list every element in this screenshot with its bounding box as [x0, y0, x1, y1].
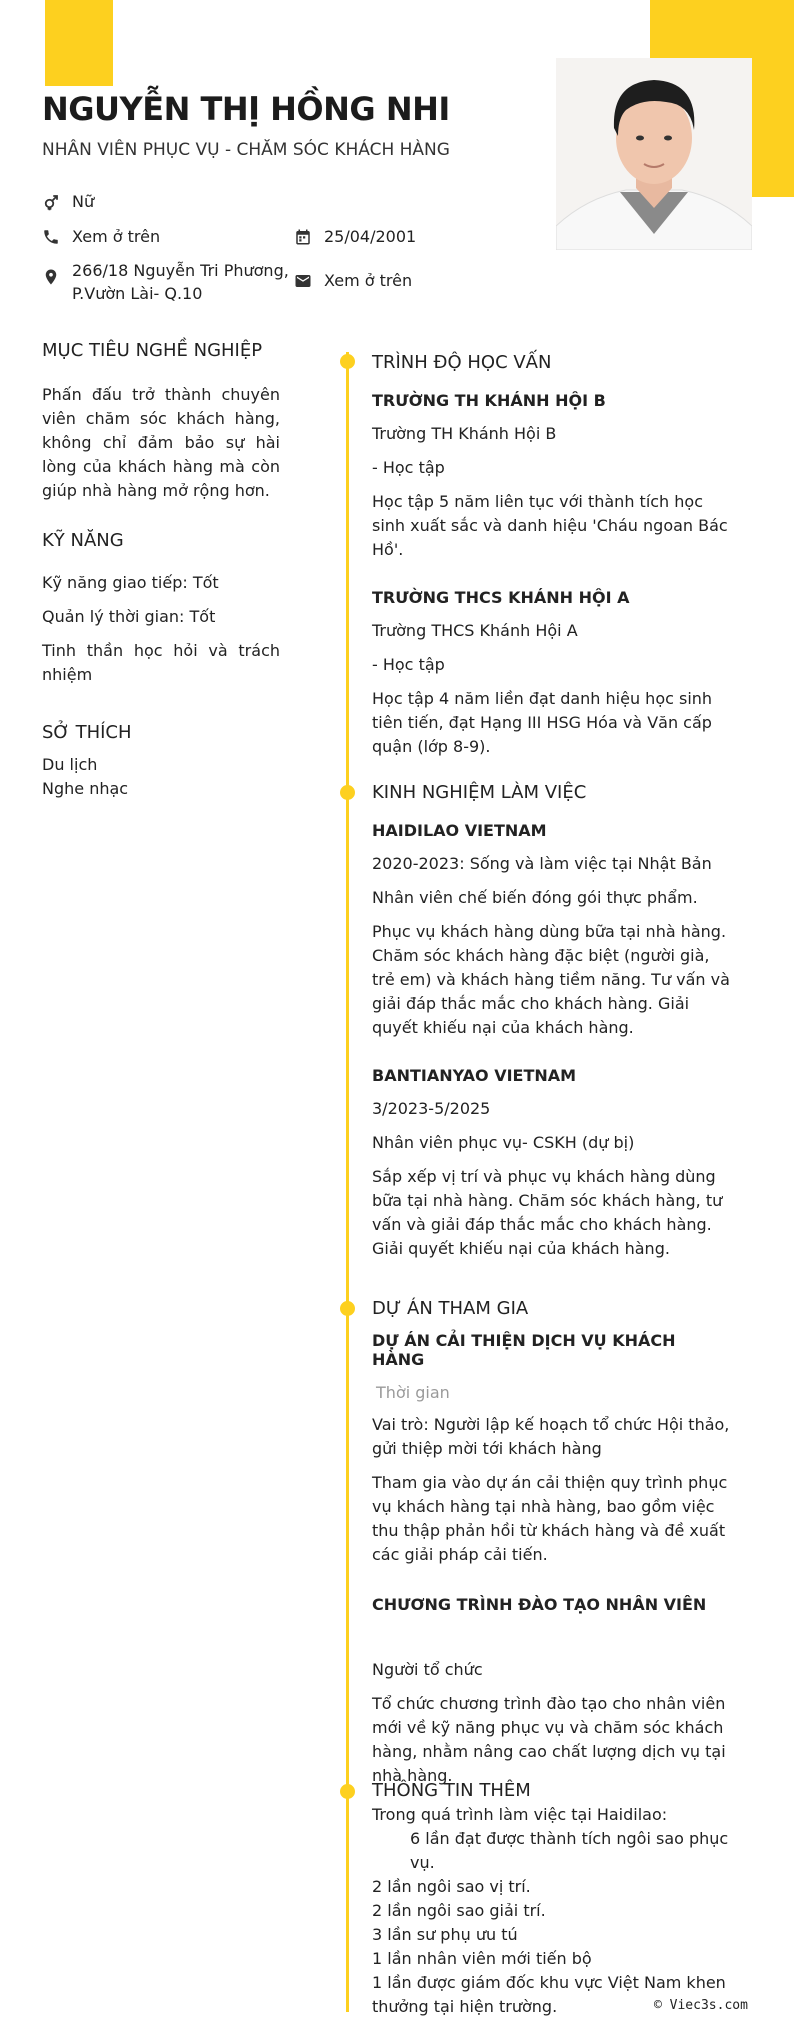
school-desc: Học tập 5 năm liên tục với thành tích học sinh xuất sắc và danh hiệu 'Cháu ngoan Bác Hồ'. — [372, 492, 728, 559]
project-desc: Tổ chức chương trình đào tạo cho nhân viên mới về kỹ năng phục vụ và chăm sóc khách hàng, nhằm nâng cao chất lượng dịch vụ tại nhà hàng. — [372, 1694, 726, 1785]
additional-item: 3 lần sư phụ ưu tú — [372, 1925, 518, 1944]
school-role: - Học tập — [372, 655, 445, 674]
additional-item: 1 lần nhân viên mới tiến bộ — [372, 1949, 592, 1968]
candidate-name: NGUYỄN THỊ HỒNG NHI — [42, 90, 450, 128]
projects-section — [372, 1298, 732, 1788]
school-name: Trường TH Khánh Hội B — [372, 424, 557, 443]
skill-item: Quản lý thời gian: Tốt — [42, 607, 216, 626]
skill-item: Kỹ năng giao tiếp: Tốt — [42, 573, 219, 592]
additional-item: 2 lần ngôi sao vị trí. — [372, 1877, 531, 1896]
education-heading: TRÌNH ĐỘ HỌC VẤN — [372, 352, 552, 373]
calendar-icon — [294, 225, 324, 246]
additional-highlight: 6 lần đạt được thành tích ngôi sao phục vụ. — [410, 1829, 729, 1872]
address-line-2: P.Vườn Lài- Q.10 — [72, 284, 203, 303]
education-section — [372, 352, 732, 759]
experience-heading: KINH NGHIỆM LÀM VIỆC — [372, 782, 587, 803]
company-name: BANTIANYAO VIETNAM — [372, 1066, 577, 1085]
profile-photo — [556, 58, 752, 250]
contact-birthday — [294, 225, 416, 248]
work-period: 2020-2023: Sống và làm việc tại Nhật Bản — [372, 854, 712, 873]
timeline-dot — [340, 354, 355, 369]
phone-icon — [42, 225, 72, 246]
work-role: Nhân viên phục vụ- CSKH (dự bị) — [372, 1133, 635, 1152]
contact-address — [42, 259, 289, 305]
work-desc: Sắp xếp vị trí và phục vụ khách hàng dùng bữa tại nhà hàng. Chăm sóc khách hàng, tư vấn và giải đáp thắc mắc cho khách hàng. Giải quyết khiếu nại của khách hàng. — [372, 1167, 723, 1258]
envelope-icon — [294, 269, 324, 290]
project-role: Người tổ chức — [372, 1660, 483, 1679]
work-role: Nhân viên chế biến đóng gói thực phẩm. — [372, 888, 698, 907]
additional-item: 2 lần ngôi sao giải trí. — [372, 1901, 546, 1920]
contact-email — [294, 269, 412, 292]
work-desc: Phục vụ khách hàng dùng bữa tại nhà hàng. Chăm sóc khách hàng đặc biệt (người già, trẻ em) và khách hàng tiềm năng. Tư vấn và giải đáp thắc mắc cho khách hàng. Giải quyết khiếu nại của khách hàng. — [372, 922, 730, 1037]
additional-section — [372, 1780, 732, 2019]
hobbies-heading: SỞ THÍCH — [42, 722, 132, 743]
timeline-dot — [340, 1784, 355, 1799]
objective-section — [42, 340, 280, 503]
location-pin-icon — [42, 259, 72, 286]
hobby-item: Du lịch — [42, 755, 98, 774]
additional-item: 1 lần được giám đốc khu vực Việt Nam khen thưởng tại hiện trường. — [372, 1973, 726, 2016]
timeline-line — [346, 352, 349, 2012]
project-title: DỰ ÁN CẢI THIỆN DỊCH VỤ KHÁCH HÀNG — [372, 1331, 676, 1369]
footer-credit: © Viec3s.com — [654, 1998, 748, 2013]
hobby-item: Nghe nhạc — [42, 779, 129, 798]
project-role: Vai trò: Người lập kế hoạch tổ chức Hội thảo, gửi thiệp mời tới khách hàng — [372, 1415, 730, 1458]
experience-section — [372, 782, 732, 1261]
school-name: Trường THCS Khánh Hội A — [372, 621, 578, 640]
additional-intro: Trong quá trình làm việc tại Haidilao: — [372, 1805, 668, 1824]
skills-heading: KỸ NĂNG — [42, 530, 124, 551]
work-period: 3/2023-5/2025 — [372, 1099, 491, 1118]
timeline-dot — [340, 1301, 355, 1316]
gender-value: Nữ — [72, 192, 95, 211]
project-desc: Tham gia vào dự án cải thiện quy trình phục vụ khách hàng tại nhà hàng, bao gồm việc thu thập phản hồi từ khách hàng và đề xuất các giải pháp cải tiến. — [372, 1473, 728, 1564]
skill-item: Tinh thần học hỏi và trách nhiệm — [42, 641, 280, 684]
school-title: TRƯỜNG TH KHÁNH HỘI B — [372, 391, 606, 410]
objective-heading: MỤC TIÊU NGHỀ NGHIỆP — [42, 340, 263, 361]
school-desc: Học tập 4 năm liền đạt danh hiệu học sinh tiên tiến, đạt Hạng III HSG Hóa và Văn cấp quận (lớp 8-9). — [372, 689, 713, 756]
project-time: Thời gian — [376, 1383, 450, 1402]
contact-phone — [42, 225, 160, 248]
project-title: CHƯƠNG TRÌNH ĐÀO TẠO NHÂN VIÊN — [372, 1595, 707, 1614]
company-name: HAIDILAO VIETNAM — [372, 821, 547, 840]
school-role: - Học tập — [372, 458, 445, 477]
objective-text: Phấn đấu trở thành chuyên viên chăm sóc khách hàng, không chỉ đảm bảo sự hài lòng của khách hàng mà còn giúp nhà hàng mở rộng hơn. — [42, 385, 280, 500]
birthday-value: 25/04/2001 — [324, 227, 417, 246]
school-title: TRƯỜNG THCS KHÁNH HỘI A — [372, 588, 630, 607]
timeline-dot — [340, 785, 355, 800]
address-line-1: 266/18 Nguyễn Tri Phương, — [72, 261, 289, 280]
phone-value: Xem ở trên — [72, 227, 161, 246]
job-title: NHÂN VIÊN PHỤC VỤ - CHĂM SÓC KHÁCH HÀNG — [42, 140, 450, 160]
decor-block-left — [45, 0, 113, 86]
contact-gender — [42, 190, 94, 213]
additional-heading: THÔNG TIN THÊM — [372, 1780, 531, 1801]
email-value: Xem ở trên — [324, 271, 413, 290]
projects-heading: DỰ ÁN THAM GIA — [372, 1298, 529, 1319]
gender-icon — [42, 190, 72, 211]
hobbies-section — [42, 722, 280, 801]
skills-section — [42, 530, 280, 687]
